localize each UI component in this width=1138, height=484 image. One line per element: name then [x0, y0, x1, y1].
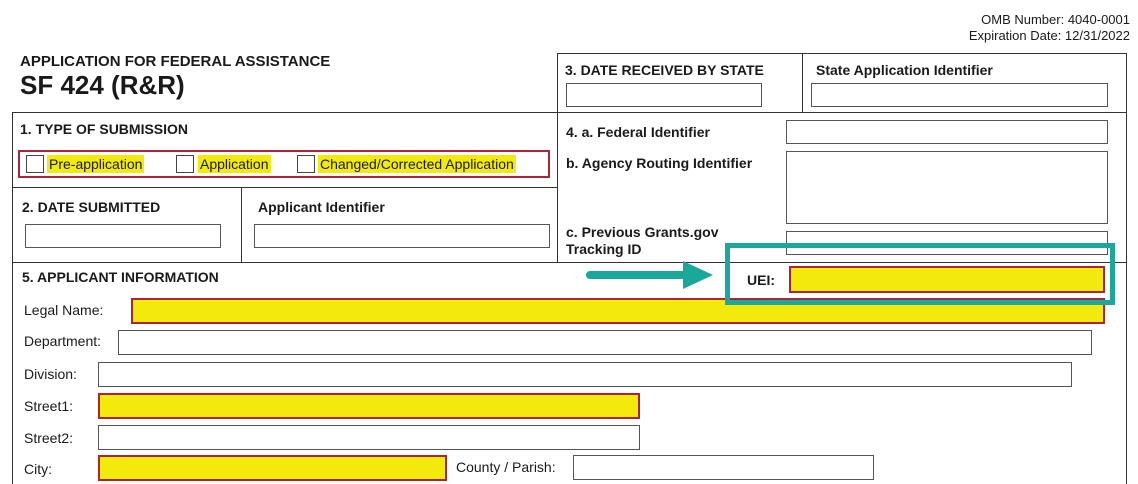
street1-label: Street1:: [24, 398, 74, 414]
right-border: [1126, 53, 1127, 484]
date-submitted-field[interactable]: [25, 224, 221, 248]
federal-id-field[interactable]: [786, 120, 1108, 144]
type-of-submission-title: 1. TYPE OF SUBMISSION: [20, 121, 189, 137]
date-received-label: 3. DATE RECEIVED BY STATE: [565, 62, 764, 78]
section2-divider: [241, 187, 242, 263]
submission-type-group: [18, 150, 550, 178]
prev-grants-label-line2: Tracking ID: [566, 241, 642, 257]
division-label: Division:: [24, 366, 77, 382]
application-label: Application: [200, 156, 269, 172]
county-label: County / Parish:: [456, 459, 556, 475]
arrow-icon: [585, 255, 720, 295]
agency-routing-label: b. Agency Routing Identifier: [566, 155, 753, 171]
pre-application-label: Pre-application: [49, 156, 143, 172]
center-divider: [557, 53, 558, 263]
uei-label: UEI:: [747, 272, 775, 288]
prev-grants-label-line1: c. Previous Grants.gov: [566, 224, 719, 240]
applicant-id-label: Applicant Identifier: [258, 199, 385, 215]
top-border-right: [557, 53, 1127, 54]
city-field[interactable]: [98, 455, 447, 481]
form-code: SF 424 (R&R): [20, 70, 185, 100]
city-label: City:: [24, 461, 52, 477]
pre-application-checkbox[interactable]: [26, 155, 44, 173]
uei-highlight-box: [725, 243, 1115, 305]
divider-row2-left: [12, 187, 557, 188]
legal-name-label: Legal Name:: [24, 302, 104, 318]
form-title: APPLICATION FOR FEDERAL ASSISTANCE: [20, 53, 331, 70]
agency-routing-field[interactable]: [786, 151, 1108, 224]
omb-number: OMB Number: 4040-0001: [981, 12, 1130, 27]
federal-id-label: 4. a. Federal Identifier: [566, 124, 710, 140]
state-app-id-field[interactable]: [811, 83, 1108, 107]
expiration-date: Expiration Date: 12/31/2022: [968, 28, 1130, 43]
applicant-id-field[interactable]: [254, 224, 550, 248]
applicant-info-title: 5. APPLICANT INFORMATION: [22, 269, 219, 285]
state-app-id-label: State Application Identifier: [816, 62, 993, 78]
date-submitted-label: 2. DATE SUBMITTED: [22, 199, 161, 215]
street1-field[interactable]: [98, 393, 640, 419]
divider-row1: [12, 112, 1127, 113]
division-field[interactable]: [98, 362, 1072, 387]
date-received-field[interactable]: [566, 83, 762, 107]
changed-corrected-label: Changed/Corrected Application: [320, 156, 514, 172]
left-border: [12, 112, 13, 484]
department-label: Department:: [24, 333, 102, 349]
application-checkbox[interactable]: [176, 155, 194, 173]
street2-label: Street2:: [24, 430, 74, 446]
county-field[interactable]: [573, 455, 874, 480]
department-field[interactable]: [118, 330, 1092, 355]
street2-field[interactable]: [98, 425, 640, 450]
changed-corrected-checkbox[interactable]: [297, 155, 315, 173]
section3-divider: [802, 53, 803, 113]
